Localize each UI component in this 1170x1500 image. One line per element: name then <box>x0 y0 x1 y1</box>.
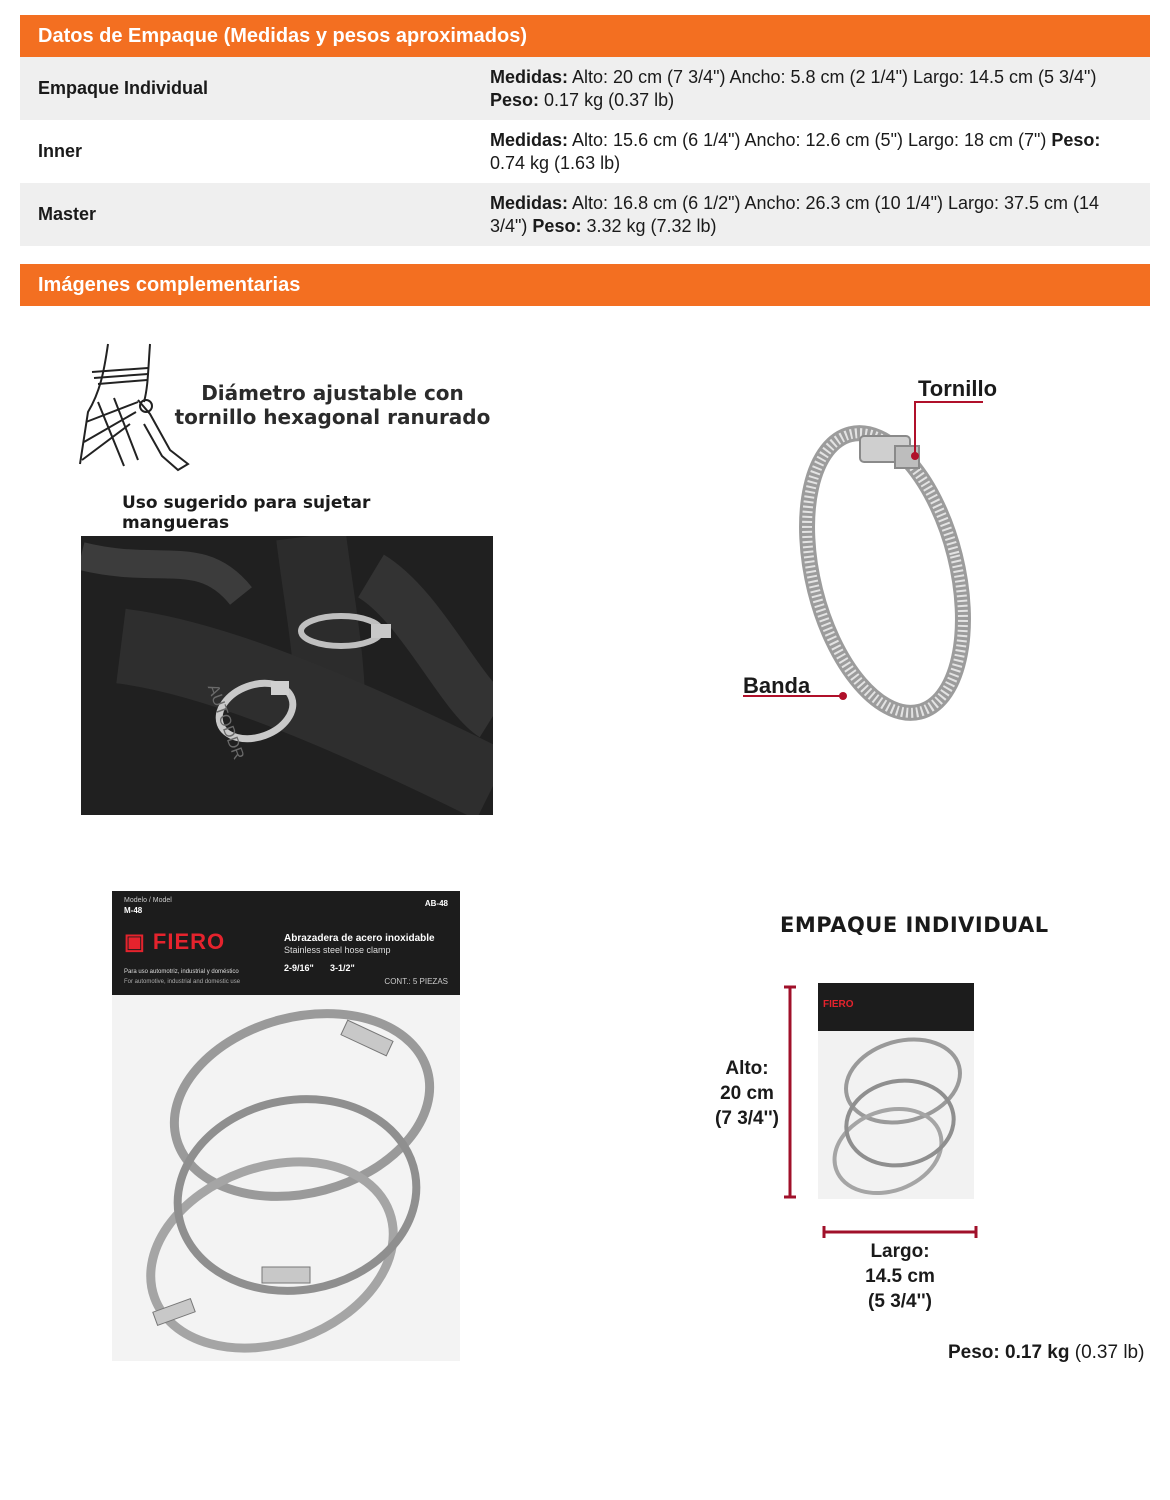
engine-hose-photo <box>81 536 493 815</box>
hose-clamp-diagram <box>735 398 995 728</box>
package-image <box>112 891 460 1361</box>
package-title-en: Stainless steel hose clamp <box>284 945 391 955</box>
package-min: 2-9/16" <box>284 963 314 973</box>
photo-text: AUTODDR <box>203 682 247 763</box>
height-label: Alto: 20 cm (7 3/4'') <box>715 1058 779 1129</box>
row-label: Master <box>38 204 97 224</box>
row-value: Medidas: Alto: 16.8 cm (6 1/2") Ancho: 26.3 cm (10 1/4") Largo: 37.5 cm (14 3/4") Peso: 3.32 kg (7.32 lb) <box>490 192 1100 236</box>
row-label: Empaque Individual <box>38 78 209 98</box>
package-max: 3-1/2" <box>330 963 355 973</box>
packaging-table <box>20 57 1150 246</box>
package-brand-logo: ▣ FIERO <box>124 929 226 954</box>
package-use-es: Para uso automotriz, industrial y doméstico <box>124 969 239 975</box>
usage-caption: Uso sugerido para sujetar mangueras <box>122 493 371 533</box>
row-value: Medidas: Alto: 15.6 cm (6 1/4") Ancho: 12.6 cm (5") Largo: 18 cm (7") Peso: 0.74 kg (1.63 lb) <box>490 129 1101 173</box>
row-label: Inner <box>38 141 83 161</box>
row-value: Medidas: Alto: 20 cm (7 3/4") Ancho: 5.8 cm (2 1/4") Largo: 14.5 cm (5 3/4") Peso: 0.17 kg (0.37 lb) <box>490 66 1097 110</box>
table-row <box>20 183 1150 246</box>
weight-label: Peso: 0.17 kg (0.37 lb) <box>948 1342 1145 1363</box>
thumbnail-brand-logo: FIERO <box>823 999 854 1010</box>
package-model-label: Modelo / Model <box>124 897 172 904</box>
images-header: Imágenes complementarias <box>20 264 1150 306</box>
table-row <box>20 57 1150 120</box>
individual-package-title: EMPAQUE INDIVIDUAL <box>780 913 1049 937</box>
length-label: Largo: 14.5 cm (5 3/4'') <box>865 1241 935 1312</box>
package-header-card <box>112 891 460 995</box>
individual-package-thumbnail <box>818 983 974 1199</box>
callout-band: Banda <box>743 673 811 698</box>
package-model: M-48 <box>124 906 143 915</box>
packaging-header: Datos de Empaque (Medidas y pesos aproximados) <box>20 15 1150 57</box>
package-code: AB-48 <box>424 899 448 908</box>
feature-title: Diámetro ajustable con tornillo hexagonal ranurado <box>174 381 491 429</box>
package-use-en: For automotive, industrial and domestic use <box>124 979 241 985</box>
table-row <box>20 120 1150 183</box>
thumbnail-header-card <box>818 983 974 1031</box>
package-content: CONT.: 5 PIEZAS <box>384 977 448 986</box>
callout-screw: Tornillo <box>918 376 998 401</box>
package-clamps <box>112 995 460 1361</box>
thumbnail-clamps <box>818 1031 974 1199</box>
package-title-es: Abrazadera de acero inoxidable <box>284 933 435 944</box>
